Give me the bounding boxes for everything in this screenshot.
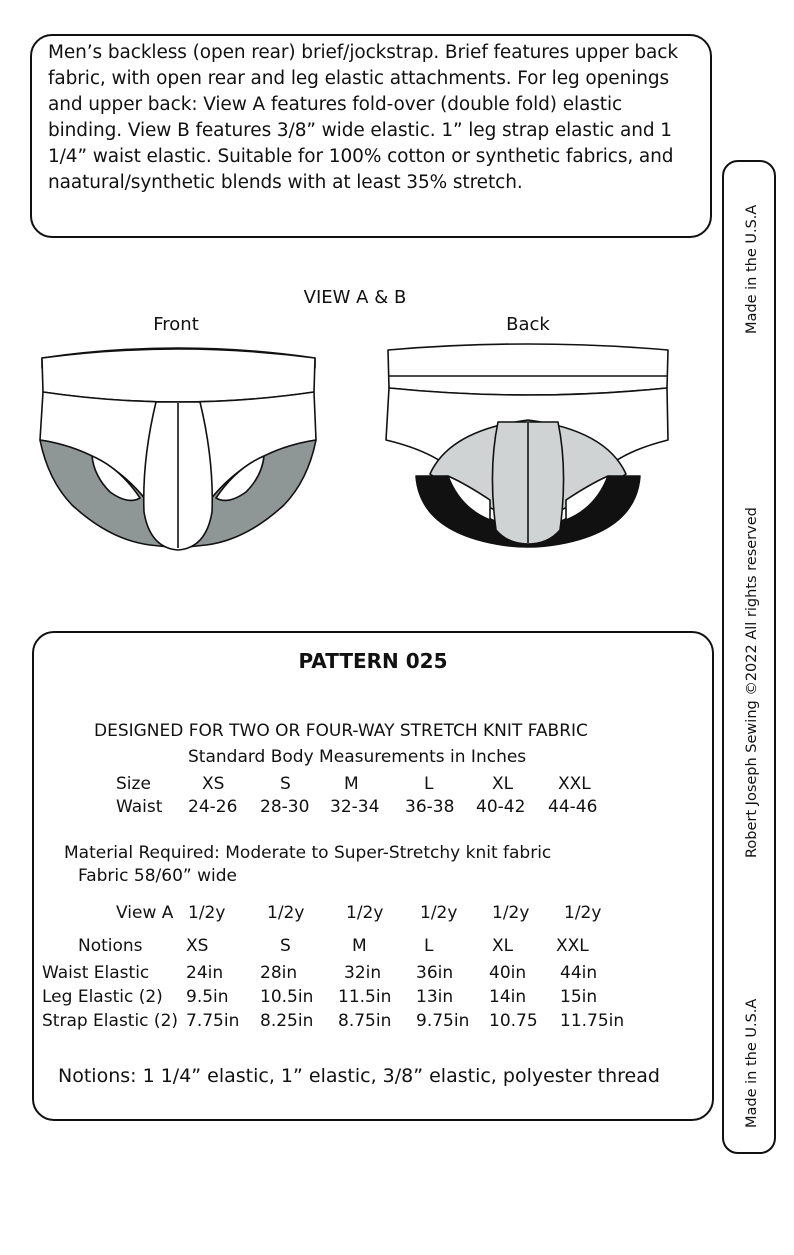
- fabric-note: DESIGNED FOR TWO OR FOUR-WAY STRETCH KNIT FABRIC: [94, 721, 588, 741]
- pattern-title: PATTERN 025: [298, 649, 448, 673]
- fabric-width: Fabric 58/60” wide: [78, 866, 237, 886]
- made-in-usa-bottom: Made in the U.S.A: [744, 998, 760, 1128]
- copyright-text: Robert Joseph Sewing ©2022 All rights reserved: [744, 507, 760, 858]
- view-a-xxl: 1/2y: [564, 903, 602, 923]
- notions-footer: Notions: 1 1/4” elastic, 1” elastic, 3/8” elastic, polyester thread: [58, 1065, 660, 1087]
- size-l: L: [424, 774, 434, 794]
- front-view-drawing: [40, 348, 316, 550]
- notion-xl: XL: [492, 936, 514, 956]
- leg-elastic-xs: 9.5in: [186, 987, 229, 1007]
- description-box: [30, 34, 712, 238]
- leg-elastic-s: 10.5in: [260, 987, 314, 1007]
- size-xl: XL: [492, 774, 514, 794]
- front-label: Front: [153, 314, 199, 335]
- notions-label: Notions: [78, 936, 143, 956]
- waist-elastic-label: Waist Elastic: [42, 963, 150, 983]
- view-a-s: 1/2y: [267, 903, 305, 923]
- view-a-label: View A: [116, 903, 174, 923]
- leg-elastic-xxl: 15in: [560, 987, 598, 1007]
- notion-m: M: [352, 936, 367, 956]
- waist-xl: 40-42: [476, 797, 526, 817]
- view-a-xs: 1/2y: [188, 903, 226, 923]
- strap-elastic-xl: 10.75: [489, 1011, 538, 1031]
- leg-elastic-l: 13in: [416, 987, 454, 1007]
- strap-elastic-l: 9.75in: [416, 1011, 470, 1031]
- waist-elastic-s: 28in: [260, 963, 298, 983]
- notion-l: L: [424, 936, 434, 956]
- leg-elastic-xl: 14in: [489, 987, 527, 1007]
- strap-elastic-xxl: 11.75in: [560, 1011, 625, 1031]
- size-label: Size: [116, 774, 151, 794]
- waist-xxl: 44-46: [548, 797, 598, 817]
- leg-elastic-m: 11.5in: [338, 987, 392, 1007]
- leg-elastic-label: Leg Elastic (2): [42, 987, 163, 1007]
- view-a-xl: 1/2y: [492, 903, 530, 923]
- size-xxl: XXL: [558, 774, 591, 794]
- waist-elastic-m: 32in: [344, 963, 382, 983]
- pattern-box: [32, 631, 714, 1121]
- waist-elastic-xl: 40in: [489, 963, 527, 983]
- waist-xs: 24-26: [188, 797, 238, 817]
- back-waistband: [388, 344, 668, 395]
- notion-s: S: [280, 936, 291, 956]
- size-s: S: [280, 774, 291, 794]
- size-xs: XS: [202, 774, 225, 794]
- measure-note: Standard Body Measurements in Inches: [188, 747, 527, 767]
- waist-elastic-l: 36in: [416, 963, 454, 983]
- view-title: VIEW A & B: [303, 287, 407, 308]
- view-a-l: 1/2y: [420, 903, 458, 923]
- made-in-usa-top: Made in the U.S.A: [744, 204, 760, 334]
- strap-elastic-label: Strap Elastic (2): [42, 1011, 179, 1031]
- description-text: Men’s backless (open rear) brief/jockstrap. Brief features upper back fabric, with open rear and leg elastic attachments. For leg openings and upper back: View A features fold-over (double fold) elastic binding. View B features 3/8” wide elastic. 1” leg strap elastic and 1 1/4” waist elastic. Suitable for 100% cotton or synthetic fabrics, and naatural/synthetic blends with at least 35% stretch.: [48, 42, 678, 193]
- back-label: Back: [506, 314, 550, 335]
- strap-elastic-m: 8.75in: [338, 1011, 392, 1031]
- material-line: Material Required: Moderate to Super-Stretchy knit fabric: [64, 843, 552, 863]
- waist-l: 36-38: [405, 797, 455, 817]
- notion-xs: XS: [186, 936, 209, 956]
- size-m: M: [344, 774, 359, 794]
- waist-label: Waist: [116, 797, 163, 817]
- waist-s: 28-30: [260, 797, 310, 817]
- garment-illustrations: [0, 340, 700, 560]
- view-a-m: 1/2y: [346, 903, 384, 923]
- notion-xxl: XXL: [556, 936, 589, 956]
- front-waistband: [42, 349, 315, 402]
- waist-elastic-xxl: 44in: [560, 963, 598, 983]
- waist-m: 32-34: [330, 797, 380, 817]
- back-view-drawing: [386, 344, 668, 547]
- side-strip: [722, 160, 776, 1154]
- strap-elastic-s: 8.25in: [260, 1011, 314, 1031]
- strap-elastic-xs: 7.75in: [186, 1011, 240, 1031]
- waist-elastic-xs: 24in: [186, 963, 224, 983]
